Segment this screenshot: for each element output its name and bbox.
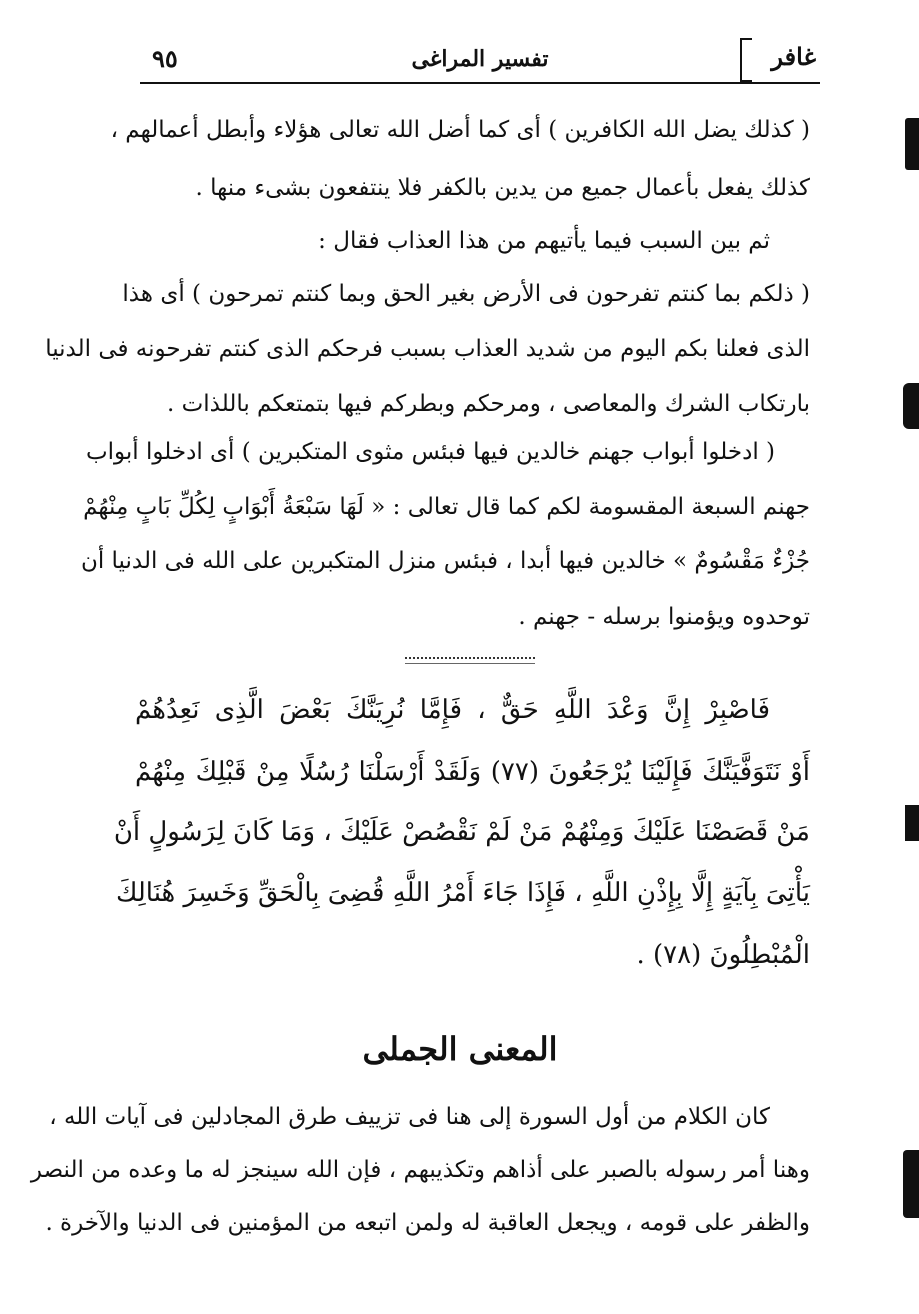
- section-heading: المعنى الجملى: [362, 1030, 558, 1068]
- verse-line: أَوْ نَتَوَفَّيَنَّكَ فَإِلَيْنَا يُرْجَعُونَ (٧٧) وَلَقَدْ أَرْسَلْنَا رُسُلًا مِنْ قَبْلِكَ مِنْهُمْ: [135, 757, 810, 787]
- commentary-line: بارتكاب الشرك والمعاصى ، ومرحكم وبطركم فيها بتمتعكم باللذات .: [166, 391, 810, 417]
- commentary-line: الذى فعلنا بكم اليوم من شديد العذاب بسبب فرحكم الذى كنتم تفرحونه فى الدنيا: [45, 336, 810, 362]
- summary-line: كان الكلام من أول السورة إلى هنا فى تزييف طرق المجادلين فى آيات الله ،: [49, 1104, 770, 1130]
- commentary-line: جهنم السبعة المقسومة لكم كما قال تعالى : « لَهَا سَبْعَةُ أَبْوَابٍ لِكُلِّ بَابٍ مِنْهُمْ: [83, 494, 810, 520]
- commentary-line: ( ذلكم بما كنتم تفرحون فى الأرض بغير الحق وبما كنتم تمرحون ) أى هذا: [122, 281, 810, 307]
- header-rule: [140, 82, 820, 84]
- scan-edge-mark: [905, 118, 919, 170]
- verse-line: مَنْ قَصَصْنَا عَلَيْكَ وَمِنْهُمْ مَنْ لَمْ نَقْصُصْ عَلَيْكَ ، وَمَا كَانَ لِرَسُولٍ أَنْ: [113, 817, 810, 847]
- summary-line: وهنا أمر رسوله بالصبر على أذاهم وتكذيبهم ، فإن الله سينجز له ما وعده من النصر: [30, 1157, 810, 1183]
- scan-edge-mark: [903, 1150, 919, 1218]
- verse-line: فَاصْبِرْ إِنَّ وَعْدَ اللَّهِ حَقٌّ ، فَإِمَّا نُرِيَنَّكَ بَعْضَ الَّذِى نَعِدُهُمْ: [135, 695, 770, 725]
- scan-edge-mark: [905, 805, 919, 841]
- bracket-ornament: [740, 38, 752, 82]
- verse-line: يَأْتِىَ بِآيَةٍ إِلَّا بِإِذْنِ اللَّهِ ، فَإِذَا جَاءَ أَمْرُ اللَّهِ قُضِىَ بِالْحَقِّ وَخَسِرَ هُنَالِكَ: [115, 878, 810, 908]
- commentary-line: توحدوه ويؤمنوا برسله - جهنم .: [518, 604, 810, 630]
- commentary-line: ثم بين السبب فيما يأتيهم من هذا العذاب فقال :: [318, 228, 770, 254]
- surah-name: غافر: [771, 42, 816, 71]
- section-divider: [405, 657, 535, 664]
- commentary-line: جُزْءٌ مَقْسُومٌ » خالدين فيها أبدا ، فبئس منزل المتكبرين على الله فى الدنيا أن: [80, 548, 810, 574]
- scan-edge-mark: [903, 383, 919, 429]
- verse-line: الْمُبْطِلُونَ (٧٨) .: [636, 940, 810, 970]
- commentary-line: كذلك يفعل بأعمال جميع من يدين بالكفر فلا ينتفعون بشىء منها .: [195, 175, 810, 201]
- commentary-line: ( ادخلوا أبواب جهنم خالدين فيها فبئس مثوى المتكبرين ) أى ادخلوا أبواب: [85, 439, 775, 465]
- page-number: ٩٥: [152, 44, 178, 73]
- commentary-line: ( كذلك يضل الله الكافرين ) أى كما أضل الله تعالى هؤلاء وأبطل أعمالهم ،: [110, 117, 810, 143]
- running-header: [140, 38, 820, 86]
- book-title: تفسير المراغى: [411, 46, 549, 72]
- summary-line: والظفر على قومه ، ويجعل العاقبة له ولمن اتبعه من المؤمنين فى الدنيا والآخرة .: [45, 1210, 810, 1236]
